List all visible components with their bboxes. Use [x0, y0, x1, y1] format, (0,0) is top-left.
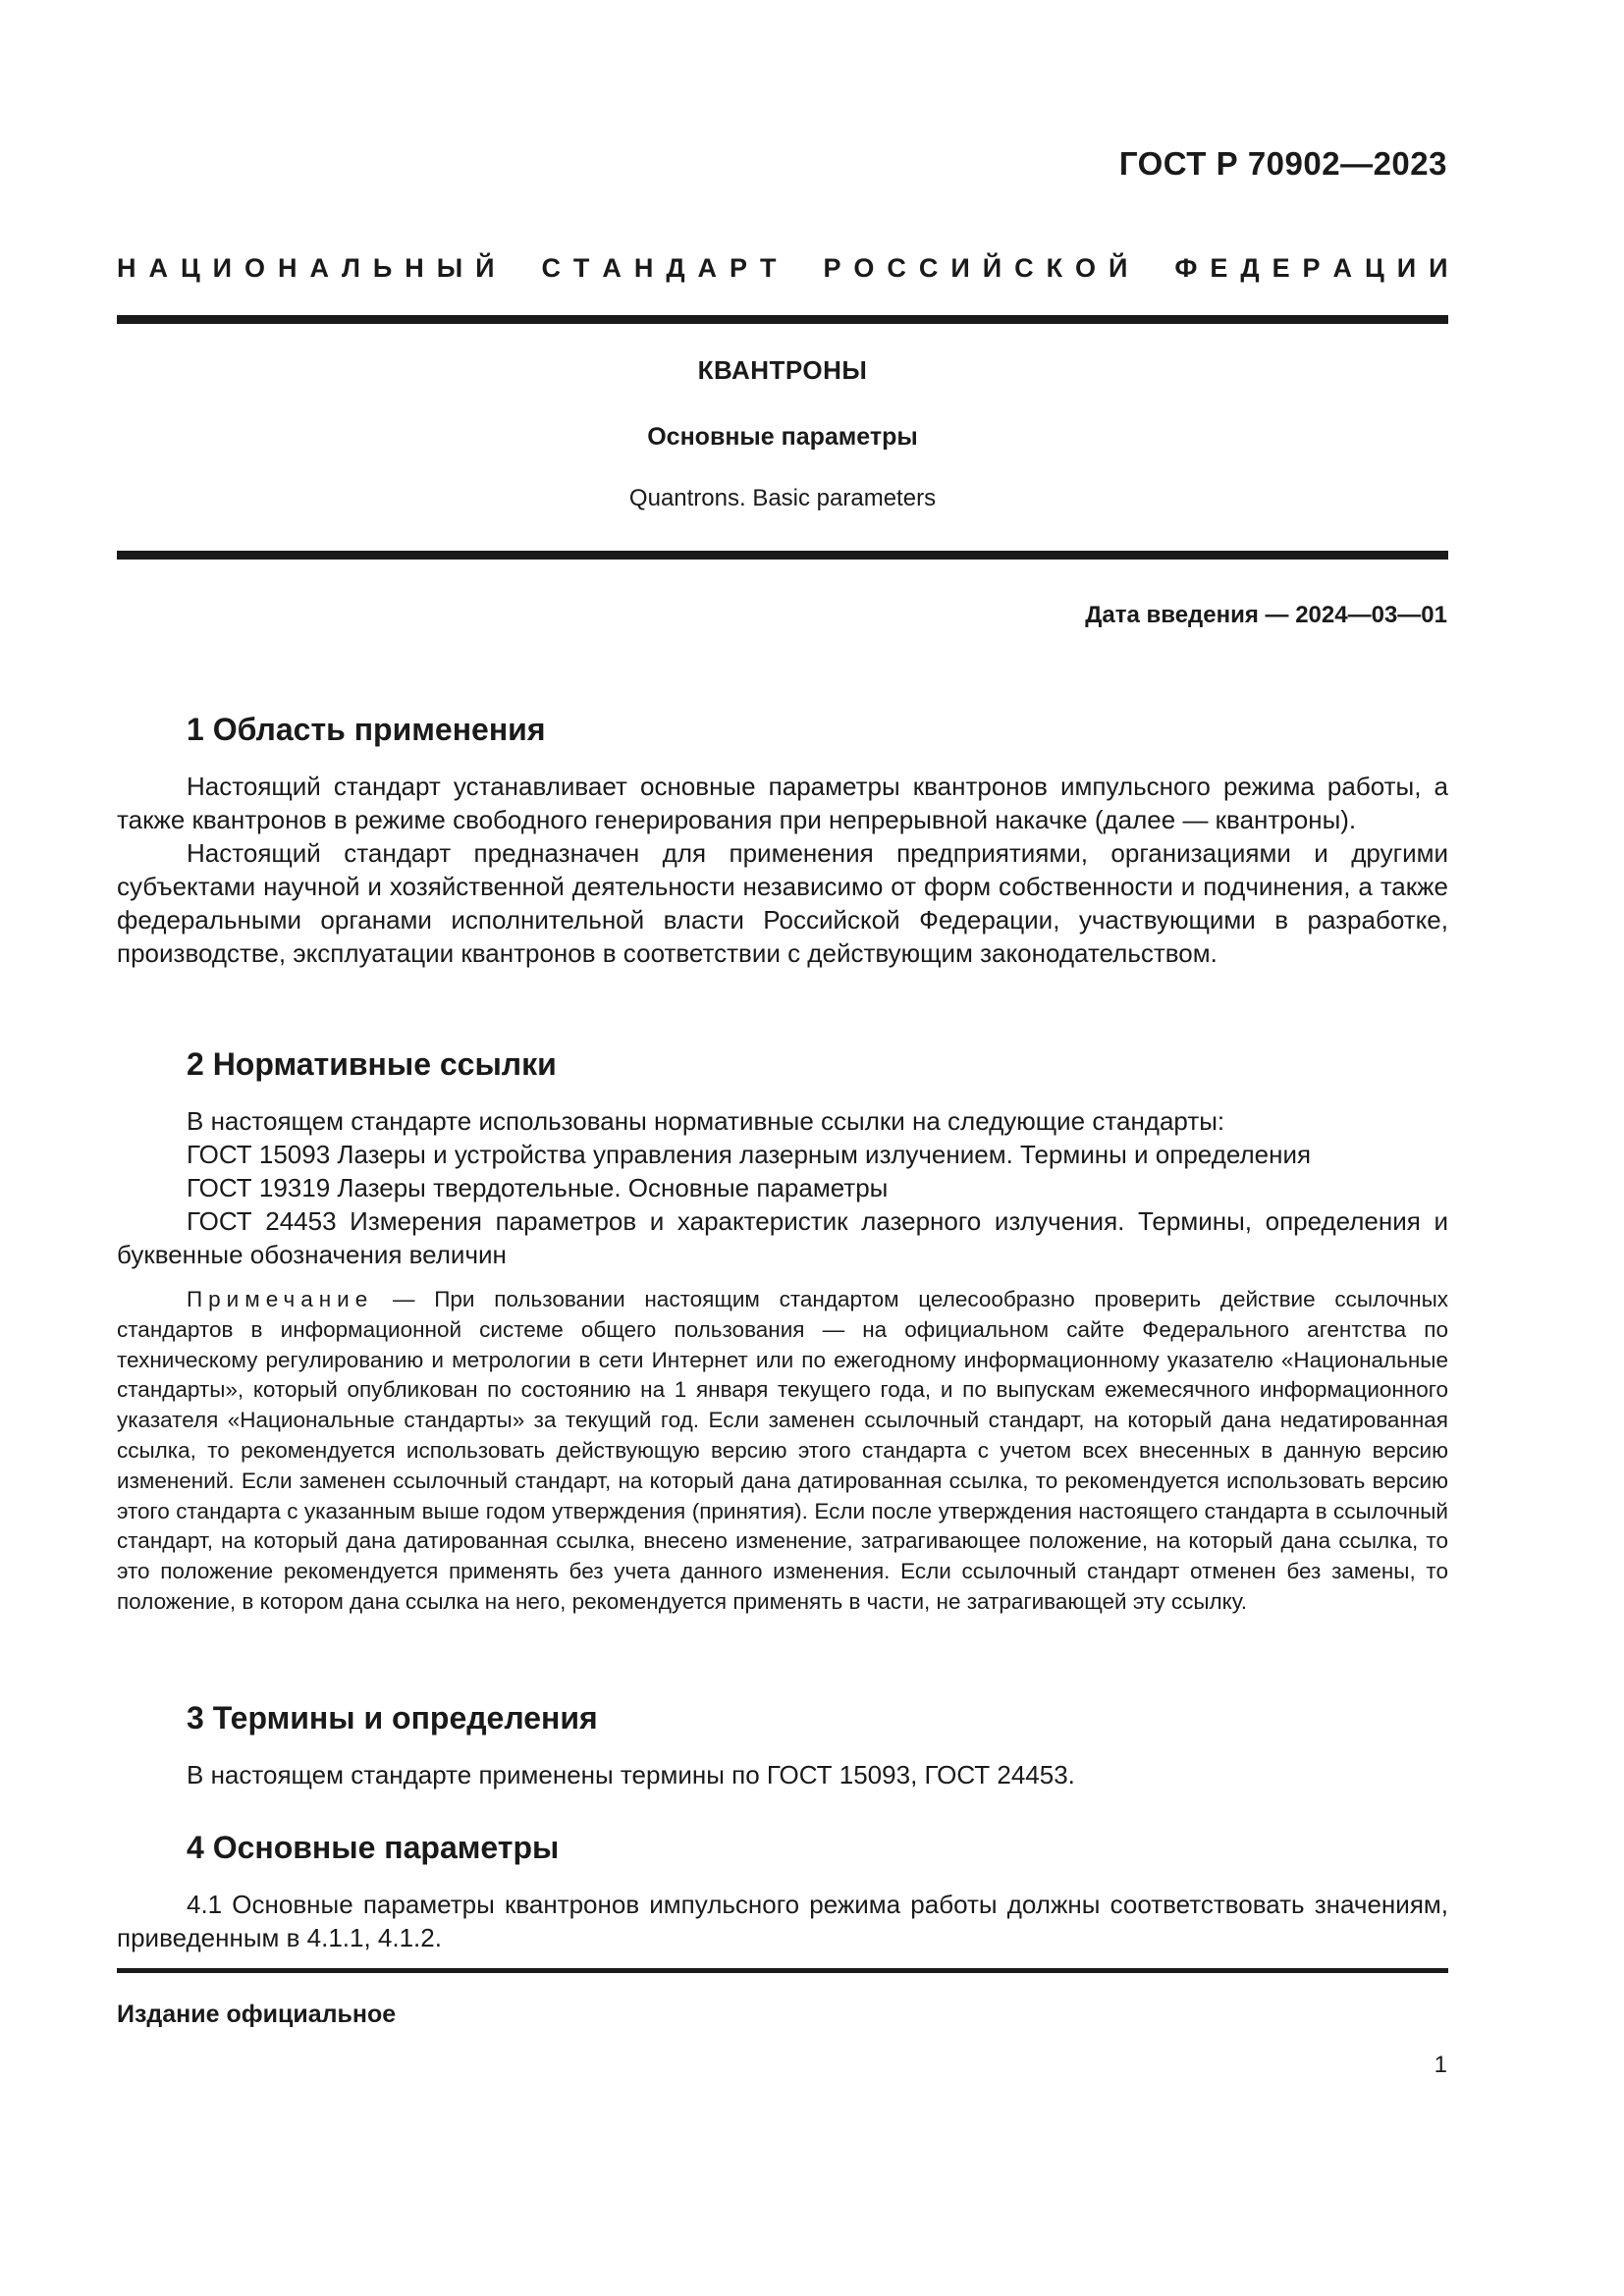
banner-letter: И — [1396, 253, 1417, 283]
section-2-heading: 2 Нормативные ссылки — [187, 1046, 557, 1082]
banner-letter: И — [1429, 253, 1448, 283]
national-standard-banner — [117, 253, 1448, 284]
note-text: — При пользовании настоящим стандартом целесообразно проверить действие ссылочных стандартов в информационной системе общего пользования — на официальном сайте Федерального агентства по техническому регулированию и метрологии в сети Интернет или по ежегодному информационному указателю «Национальные стандарты», который опубликован по состоянию на 1 января текущего года, и по выпускам ежемесячного информационного указателя «Национальные стандарты» за текущий год. Если заменен ссылочный стандарт, на который дана недатированная ссылка, то рекомендуется использовать действующую версию этого стандарта с учетом всех внесенных в данную версию изменений. Если заменен ссылочный стандарт, на который дана датированная ссылка, то рекомендуется использовать версию этого стандарта с указанным выше годом утверждения (принятия). Если после утверждения настоящего стандарта в ссылочный стандарт, на который дана датированная ссылка, внесено изменение, затрагивающее положение, на который дана ссылка, то это положение рекомендуется применять без учета данного изменения. Если ссылочный стандарт отменен без замены, то положение, в котором дана ссылка на него, рекомендуется применять в части, не затрагивающей эту ссылку. — [117, 1287, 1448, 1614]
reference-gost-19319: ГОСТ 19319 Лазеры твердотельные. Основные параметры — [187, 1173, 889, 1202]
banner-letter: Й — [982, 253, 1002, 283]
banner-letter: Д — [1240, 253, 1260, 283]
banner-letter: О — [244, 253, 266, 283]
document-title-english: Quantrons. Basic parameters — [628, 485, 937, 511]
page-number: 1 — [1434, 2052, 1447, 2078]
banner-letter: Т — [572, 253, 590, 283]
reference-gost-15093: ГОСТ 15093 Лазеры и устройства управления лазерным излучением. Термины и определения — [187, 1140, 1312, 1169]
footer-rule — [117, 1968, 1448, 1973]
banner-letter: Р — [730, 253, 748, 283]
title-rule — [117, 551, 1448, 560]
banner-letter: А — [148, 253, 168, 283]
section-2-intro: В настоящем стандарте использованы нормативные ссылки на следующие стандарты: — [187, 1106, 1225, 1136]
banner-letter: И — [212, 253, 233, 283]
introduction-date: Дата введения — 2024—03—01 — [1085, 602, 1447, 628]
banner-letter: С — [918, 253, 939, 283]
section-2 — [117, 1044, 1448, 1618]
banner-letter: И — [950, 253, 970, 283]
banner-letter: Н — [278, 253, 298, 283]
banner-letter: Р — [1302, 253, 1321, 283]
banner-letter: С — [887, 253, 906, 283]
banner-letter: Ь — [372, 253, 393, 283]
banner-letter: Н — [117, 253, 136, 283]
banner-letter: Ц — [180, 253, 200, 283]
banner-letter: А — [697, 253, 718, 283]
banner-letter: Й — [475, 253, 495, 283]
section-3 — [117, 1698, 1448, 1791]
banner-letter: Н — [405, 253, 424, 283]
section-4 — [117, 1828, 1448, 1954]
banner-letter: Ф — [1174, 253, 1198, 283]
section-1 — [117, 710, 1448, 970]
section-1-heading: 1 Область применения — [187, 712, 546, 747]
banner-letter: Д — [666, 253, 685, 283]
banner-letter: Ы — [436, 253, 463, 283]
section-1-paragraph-1: Настоящий стандарт устанавливает основные параметры квантронов импульсного режима работы, а также квантронов в режиме свободного генерирования при непрерывной накачке (далее — квантроны). — [117, 772, 1448, 834]
banner-letter: Н — [633, 253, 654, 283]
banner-letter: С — [1014, 253, 1034, 283]
banner-letter: О — [1075, 253, 1097, 283]
banner-letter: Т — [760, 253, 777, 283]
document-subtitle: Основные параметры — [647, 423, 918, 451]
banner-letter: Л — [341, 253, 360, 283]
gost-designation: ГОСТ Р 70902—2023 — [1118, 145, 1447, 182]
banner-letter: Е — [1210, 253, 1228, 283]
section-3-heading: 3 Термины и определения — [187, 1700, 598, 1735]
banner-letter: Е — [1272, 253, 1290, 283]
document-title: КВАНТРОНЫ — [697, 355, 868, 385]
banner-letter: О — [853, 253, 875, 283]
top-rule — [117, 315, 1448, 324]
banner-letter: А — [309, 253, 329, 283]
section-3-paragraph-1: В настоящем стандарте применены термины по ГОСТ 15093, ГОСТ 24453. — [187, 1760, 1075, 1789]
banner-letter: Й — [1109, 253, 1128, 283]
banner-letter: С — [541, 253, 561, 283]
banner-letter: К — [1046, 253, 1063, 283]
section-1-paragraph-2: Настоящий стандарт предназначен для применения предприятиями, организациями и другими субъектами научной и хозяйственной деятельности независимо от форм собственности и подчинения, а также федеральными органами исполнительной власти Российской Федерации, участвующими в разработке, производстве, эксплуатации квантронов в соответствии с действующим законодательством. — [117, 838, 1448, 968]
note-label: Примечание — [187, 1287, 374, 1311]
references-note — [117, 1285, 1448, 1618]
section-4-heading: 4 Основные параметры — [187, 1830, 560, 1865]
reference-gost-24453: ГОСТ 24453 Измерения параметров и характеристик лазерного излучения. Термины, определения и буквенные обозначения величин — [117, 1206, 1448, 1269]
banner-letter: Ц — [1365, 253, 1384, 283]
official-edition-label: Издание официальное — [117, 2001, 397, 2028]
banner-letter: А — [602, 253, 622, 283]
section-4-paragraph-1: 4.1 Основные параметры квантронов импульсного режима работы должны соответствовать значениям, приведенным в 4.1.1, 4.1.2. — [117, 1890, 1448, 1952]
banner-letter: А — [1332, 253, 1353, 283]
banner-letter: Р — [823, 253, 841, 283]
